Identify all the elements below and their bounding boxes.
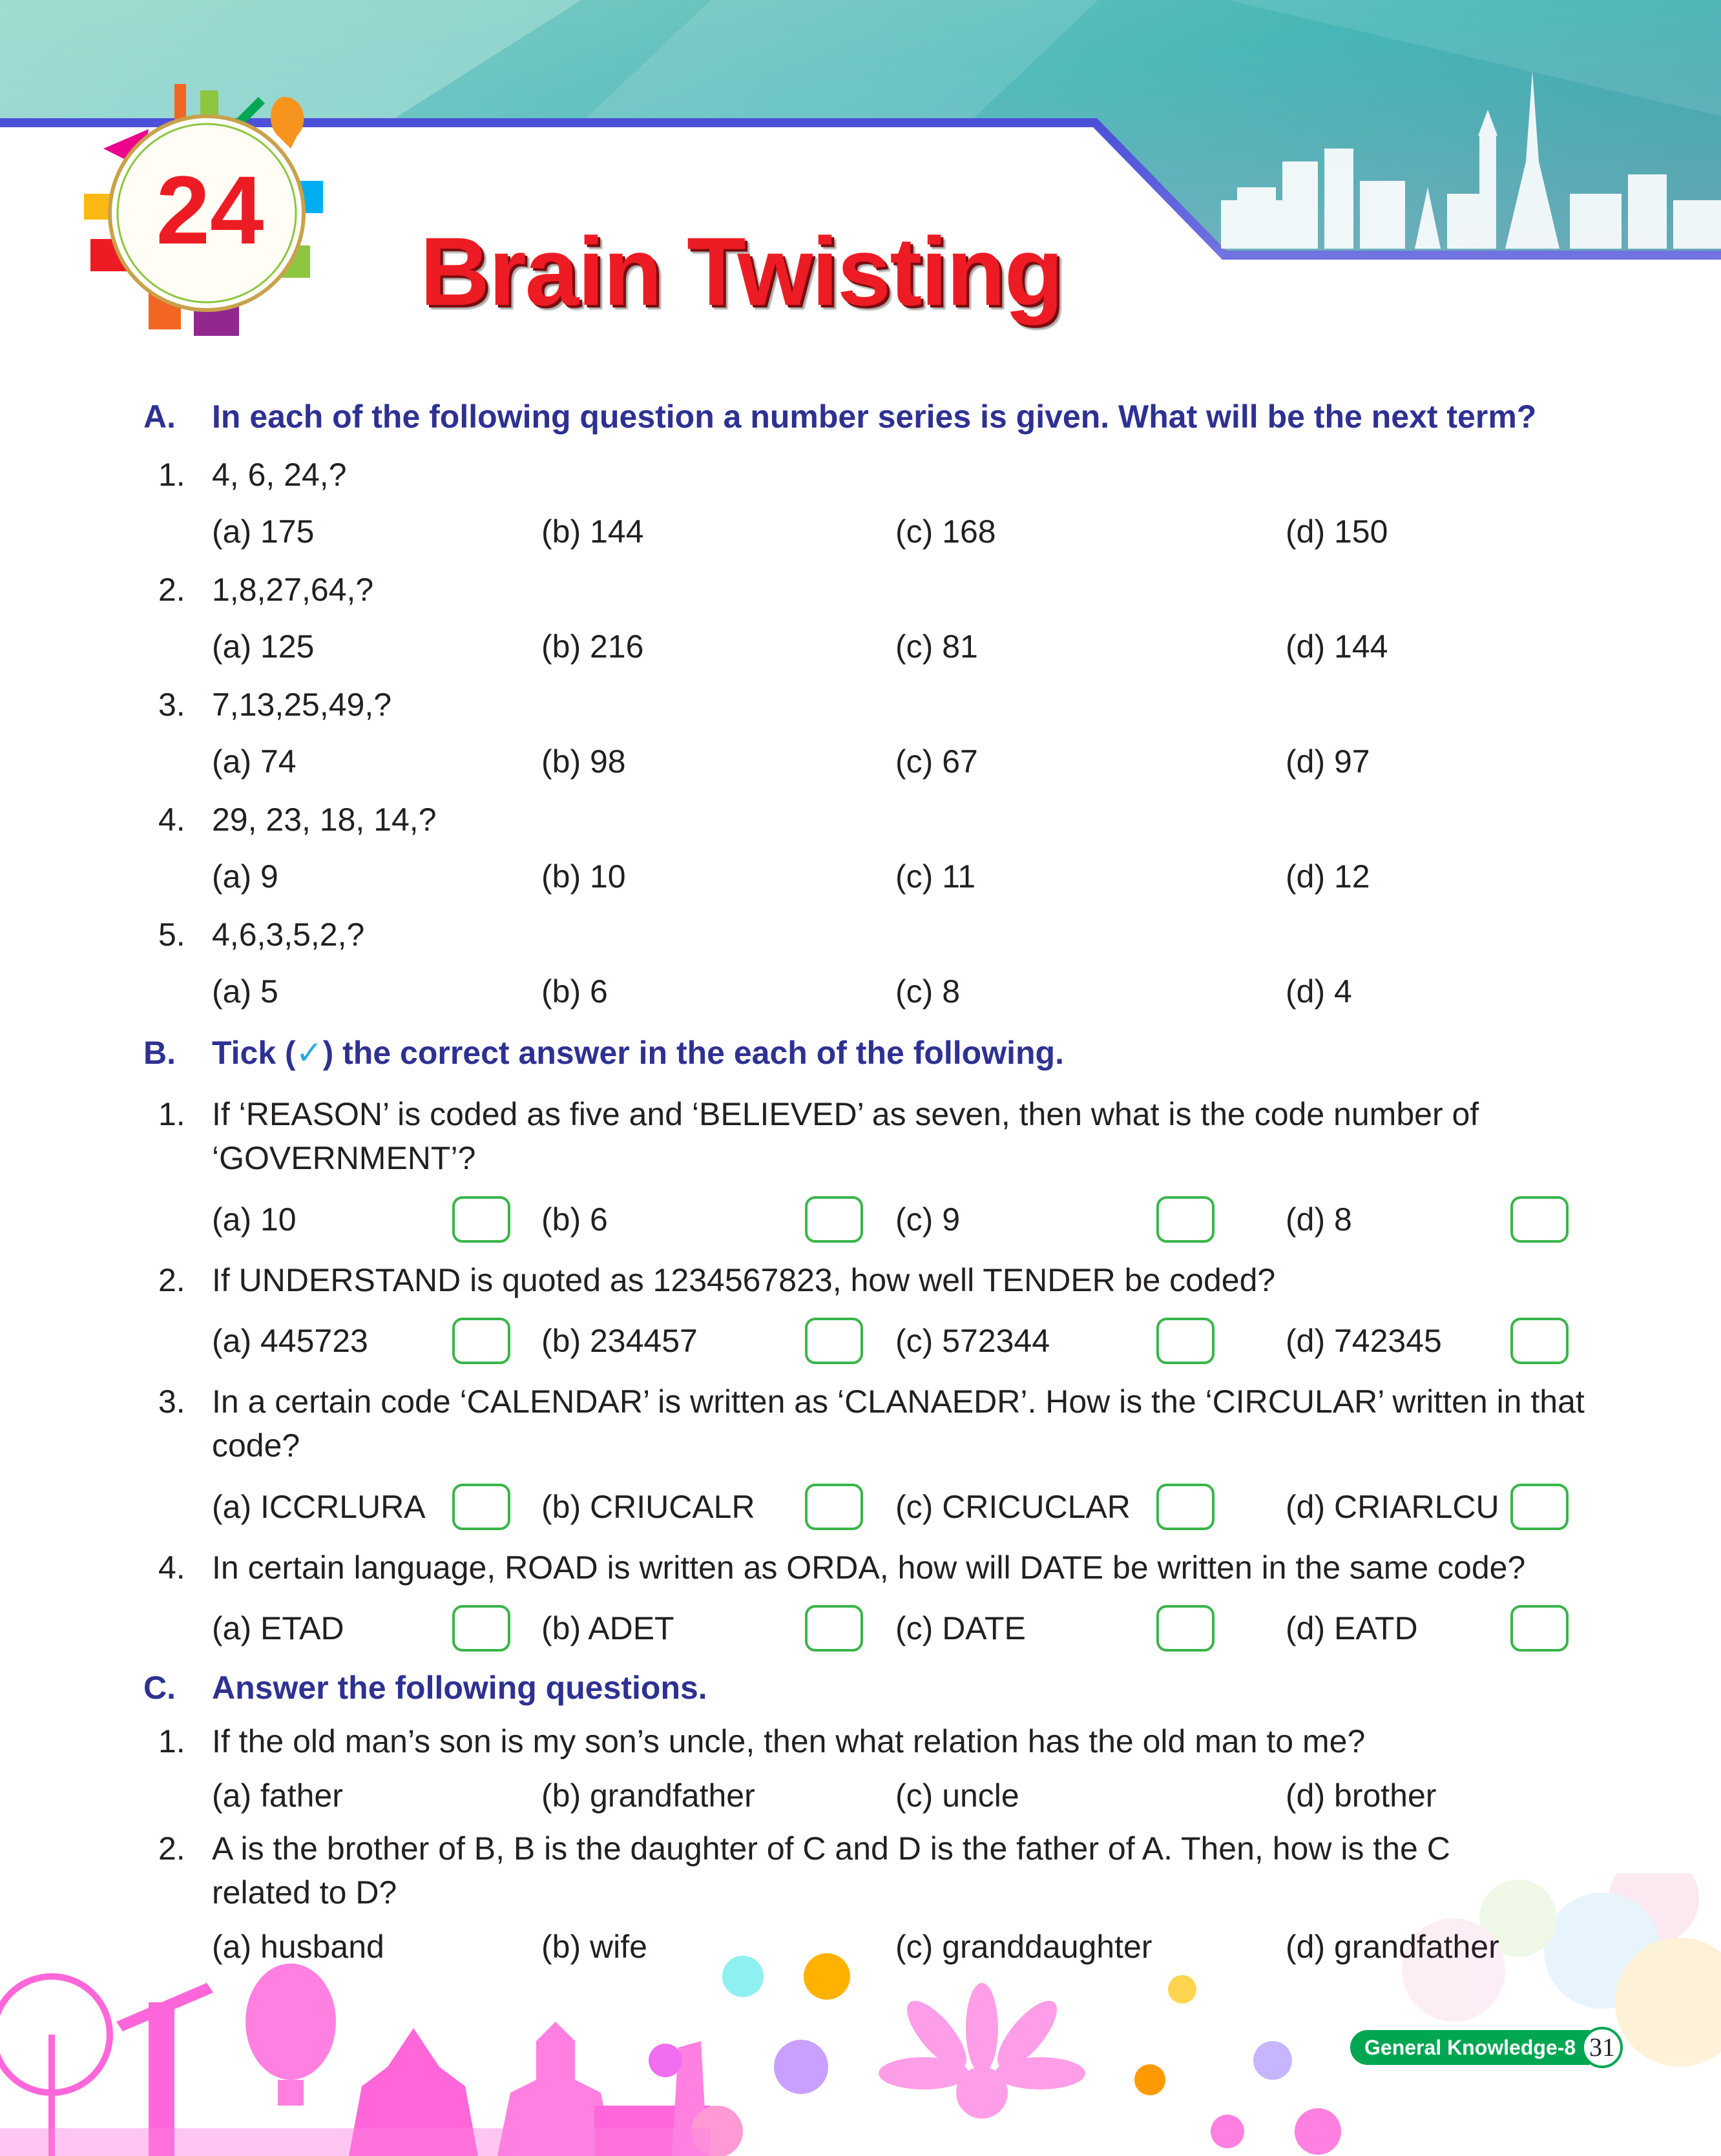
b-q3-option-c: (c) CRICUCLAR [895, 1489, 1131, 1525]
b-q3-text-line1: In a certain code ‘CALENDAR’ is written as ‘CLANAEDR’. How is the ‘CIRCULAR’ written in that [212, 1384, 1585, 1420]
a-q1-text: 4, 6, 24,? [212, 457, 347, 493]
page-number: 31 [1581, 2027, 1623, 2068]
a-q1-option-b: (b) 144 [541, 513, 644, 550]
b-q1-number: 1. [158, 1096, 185, 1132]
a-q2-text: 1,8,27,64,? [212, 572, 374, 608]
section-b-instruction [212, 1033, 1064, 1072]
c-q2-option-d: (d) grandfather [1286, 1929, 1499, 1965]
section-b-instruction-pre: Tick ( [212, 1035, 296, 1071]
a-q2-number: 2. [158, 572, 185, 608]
b-q2-checkbox-b[interactable] [805, 1318, 863, 1364]
b-q4-option-c: (c) DATE [895, 1610, 1026, 1646]
a-q5-number: 5. [158, 917, 185, 953]
b-q2-option-c: (c) 572344 [895, 1323, 1050, 1359]
b-q4-checkbox-d[interactable] [1510, 1605, 1569, 1652]
b-q3-option-a: (a) ICCRLURA [212, 1489, 426, 1525]
b-q3-option-b: (b) CRIUCALR [541, 1489, 755, 1525]
a-q2-option-d: (d) 144 [1286, 628, 1388, 665]
c-q1-text-line1: If the old man’s son is my son’s uncle, then what relation has the old man to me? [212, 1723, 1366, 1759]
section-a-instruction: In each of the following question a number series is given. What will be the next term? [212, 399, 1537, 435]
b-q2-text-line1: If UNDERSTAND is quoted as 1234567823, how well TENDER be coded? [212, 1262, 1276, 1298]
b-q4-number: 4. [158, 1550, 185, 1586]
b-q1-checkbox-b[interactable] [805, 1196, 863, 1243]
b-q2-option-b: (b) 234457 [541, 1323, 698, 1359]
c-q1-number: 1. [158, 1723, 185, 1759]
a-q4-option-d: (d) 12 [1286, 858, 1370, 895]
b-q1-option-d: (d) 8 [1286, 1201, 1352, 1238]
a-q2-option-c: (c) 81 [895, 628, 978, 665]
tick-mark-icon: ✓ [295, 1035, 323, 1071]
b-q4-checkbox-b[interactable] [805, 1605, 863, 1652]
a-q4-option-b: (b) 10 [541, 858, 626, 895]
b-q4-checkbox-a[interactable] [452, 1605, 510, 1652]
a-q5-option-b: (b) 6 [541, 973, 608, 1010]
b-q1-option-c: (c) 9 [895, 1201, 960, 1238]
chapter-number: 24 [156, 156, 264, 264]
b-q1-option-b: (b) 6 [541, 1201, 608, 1238]
b-q1-checkbox-c[interactable] [1156, 1196, 1215, 1243]
a-q5-option-a: (a) 5 [212, 973, 278, 1010]
a-q3-option-a: (a) 74 [212, 743, 297, 780]
b-q3-option-d: (d) CRIARLCU [1286, 1489, 1499, 1525]
c-q2-number: 2. [158, 1830, 185, 1867]
b-q1-option-a: (a) 10 [212, 1201, 297, 1238]
a-q3-text: 7,13,25,49,? [212, 687, 392, 723]
b-q2-checkbox-d[interactable] [1510, 1318, 1569, 1364]
b-q2-checkbox-c[interactable] [1156, 1318, 1215, 1364]
b-q3-checkbox-b[interactable] [805, 1484, 863, 1530]
c-q1-option-c: (c) uncle [895, 1778, 1019, 1814]
b-q3-checkbox-d[interactable] [1510, 1484, 1569, 1530]
b-q4-option-d: (d) EATD [1286, 1610, 1418, 1646]
page-title: Brain Twisting [420, 217, 1063, 326]
c-q1-option-a: (a) father [212, 1778, 343, 1814]
a-q3-option-d: (d) 97 [1286, 743, 1370, 780]
book-label: General Knowledge-8 [1350, 2030, 1590, 2065]
a-q4-text: 29, 23, 18, 14,? [212, 802, 437, 838]
a-q1-option-d: (d) 150 [1286, 513, 1388, 550]
a-q3-option-c: (c) 67 [895, 743, 978, 780]
b-q4-checkbox-c[interactable] [1156, 1605, 1215, 1652]
b-q1-text-line2: ‘GOVERNMENT’? [212, 1140, 476, 1176]
a-q4-option-a: (a) 9 [212, 858, 278, 895]
a-q1-option-a: (a) 175 [212, 513, 315, 550]
c-q2-text-line2: related to D? [212, 1874, 397, 1911]
c-q2-option-c: (c) granddaughter [895, 1929, 1153, 1965]
a-q1-option-c: (c) 168 [895, 513, 996, 550]
b-q3-text-line2: code? [212, 1427, 300, 1464]
c-q2-option-a: (a) husband [212, 1929, 384, 1965]
a-q1-number: 1. [158, 457, 185, 493]
b-q2-checkbox-a[interactable] [452, 1318, 510, 1364]
b-q1-checkbox-a[interactable] [452, 1196, 510, 1243]
b-q1-text-line1: If ‘REASON’ is coded as five and ‘BELIEVED’ as seven, then what is the code number of [212, 1096, 1479, 1132]
c-q1-option-b: (b) grandfather [541, 1778, 755, 1814]
b-q2-option-d: (d) 742345 [1286, 1323, 1442, 1359]
b-q4-option-b: (b) ADET [541, 1610, 674, 1646]
b-q1-checkbox-d[interactable] [1510, 1196, 1569, 1243]
section-a-letter: A. [143, 399, 176, 435]
b-q2-number: 2. [158, 1262, 185, 1298]
b-q4-option-a: (a) ETAD [212, 1610, 344, 1646]
a-q2-option-a: (a) 125 [212, 628, 315, 665]
a-q4-number: 4. [158, 802, 185, 838]
section-b-instruction-post: ) the correct answer in the each of the following. [322, 1035, 1064, 1071]
b-q3-checkbox-a[interactable] [452, 1484, 510, 1530]
section-b-letter: B. [143, 1035, 176, 1071]
a-q3-option-b: (b) 98 [541, 743, 626, 780]
c-q2-option-b: (b) wife [541, 1929, 647, 1965]
a-q4-option-c: (c) 11 [895, 858, 976, 895]
section-c-letter: C. [143, 1670, 176, 1706]
b-q2-option-a: (a) 445723 [212, 1323, 368, 1359]
b-q3-number: 3. [158, 1384, 185, 1420]
section-c-instruction: Answer the following questions. [212, 1670, 707, 1706]
a-q5-text: 4,6,3,5,2,? [212, 917, 365, 953]
b-q4-text-line1: In certain language, ROAD is written as ORDA, how will DATE be written in the same code? [212, 1550, 1526, 1586]
footer-illustration [0, 1873, 1721, 2156]
c-q1-option-d: (d) brother [1286, 1778, 1437, 1814]
b-q3-checkbox-c[interactable] [1156, 1484, 1215, 1530]
a-q3-number: 3. [158, 687, 185, 723]
c-q2-text-line1: A is the brother of B, B is the daughter of C and D is the father of A. Then, how is the C [212, 1830, 1450, 1867]
a-q5-option-c: (c) 8 [895, 973, 960, 1010]
a-q2-option-b: (b) 216 [541, 628, 644, 665]
landmark-silhouettes [0, 1964, 1085, 2156]
a-q5-option-d: (d) 4 [1286, 973, 1352, 1010]
